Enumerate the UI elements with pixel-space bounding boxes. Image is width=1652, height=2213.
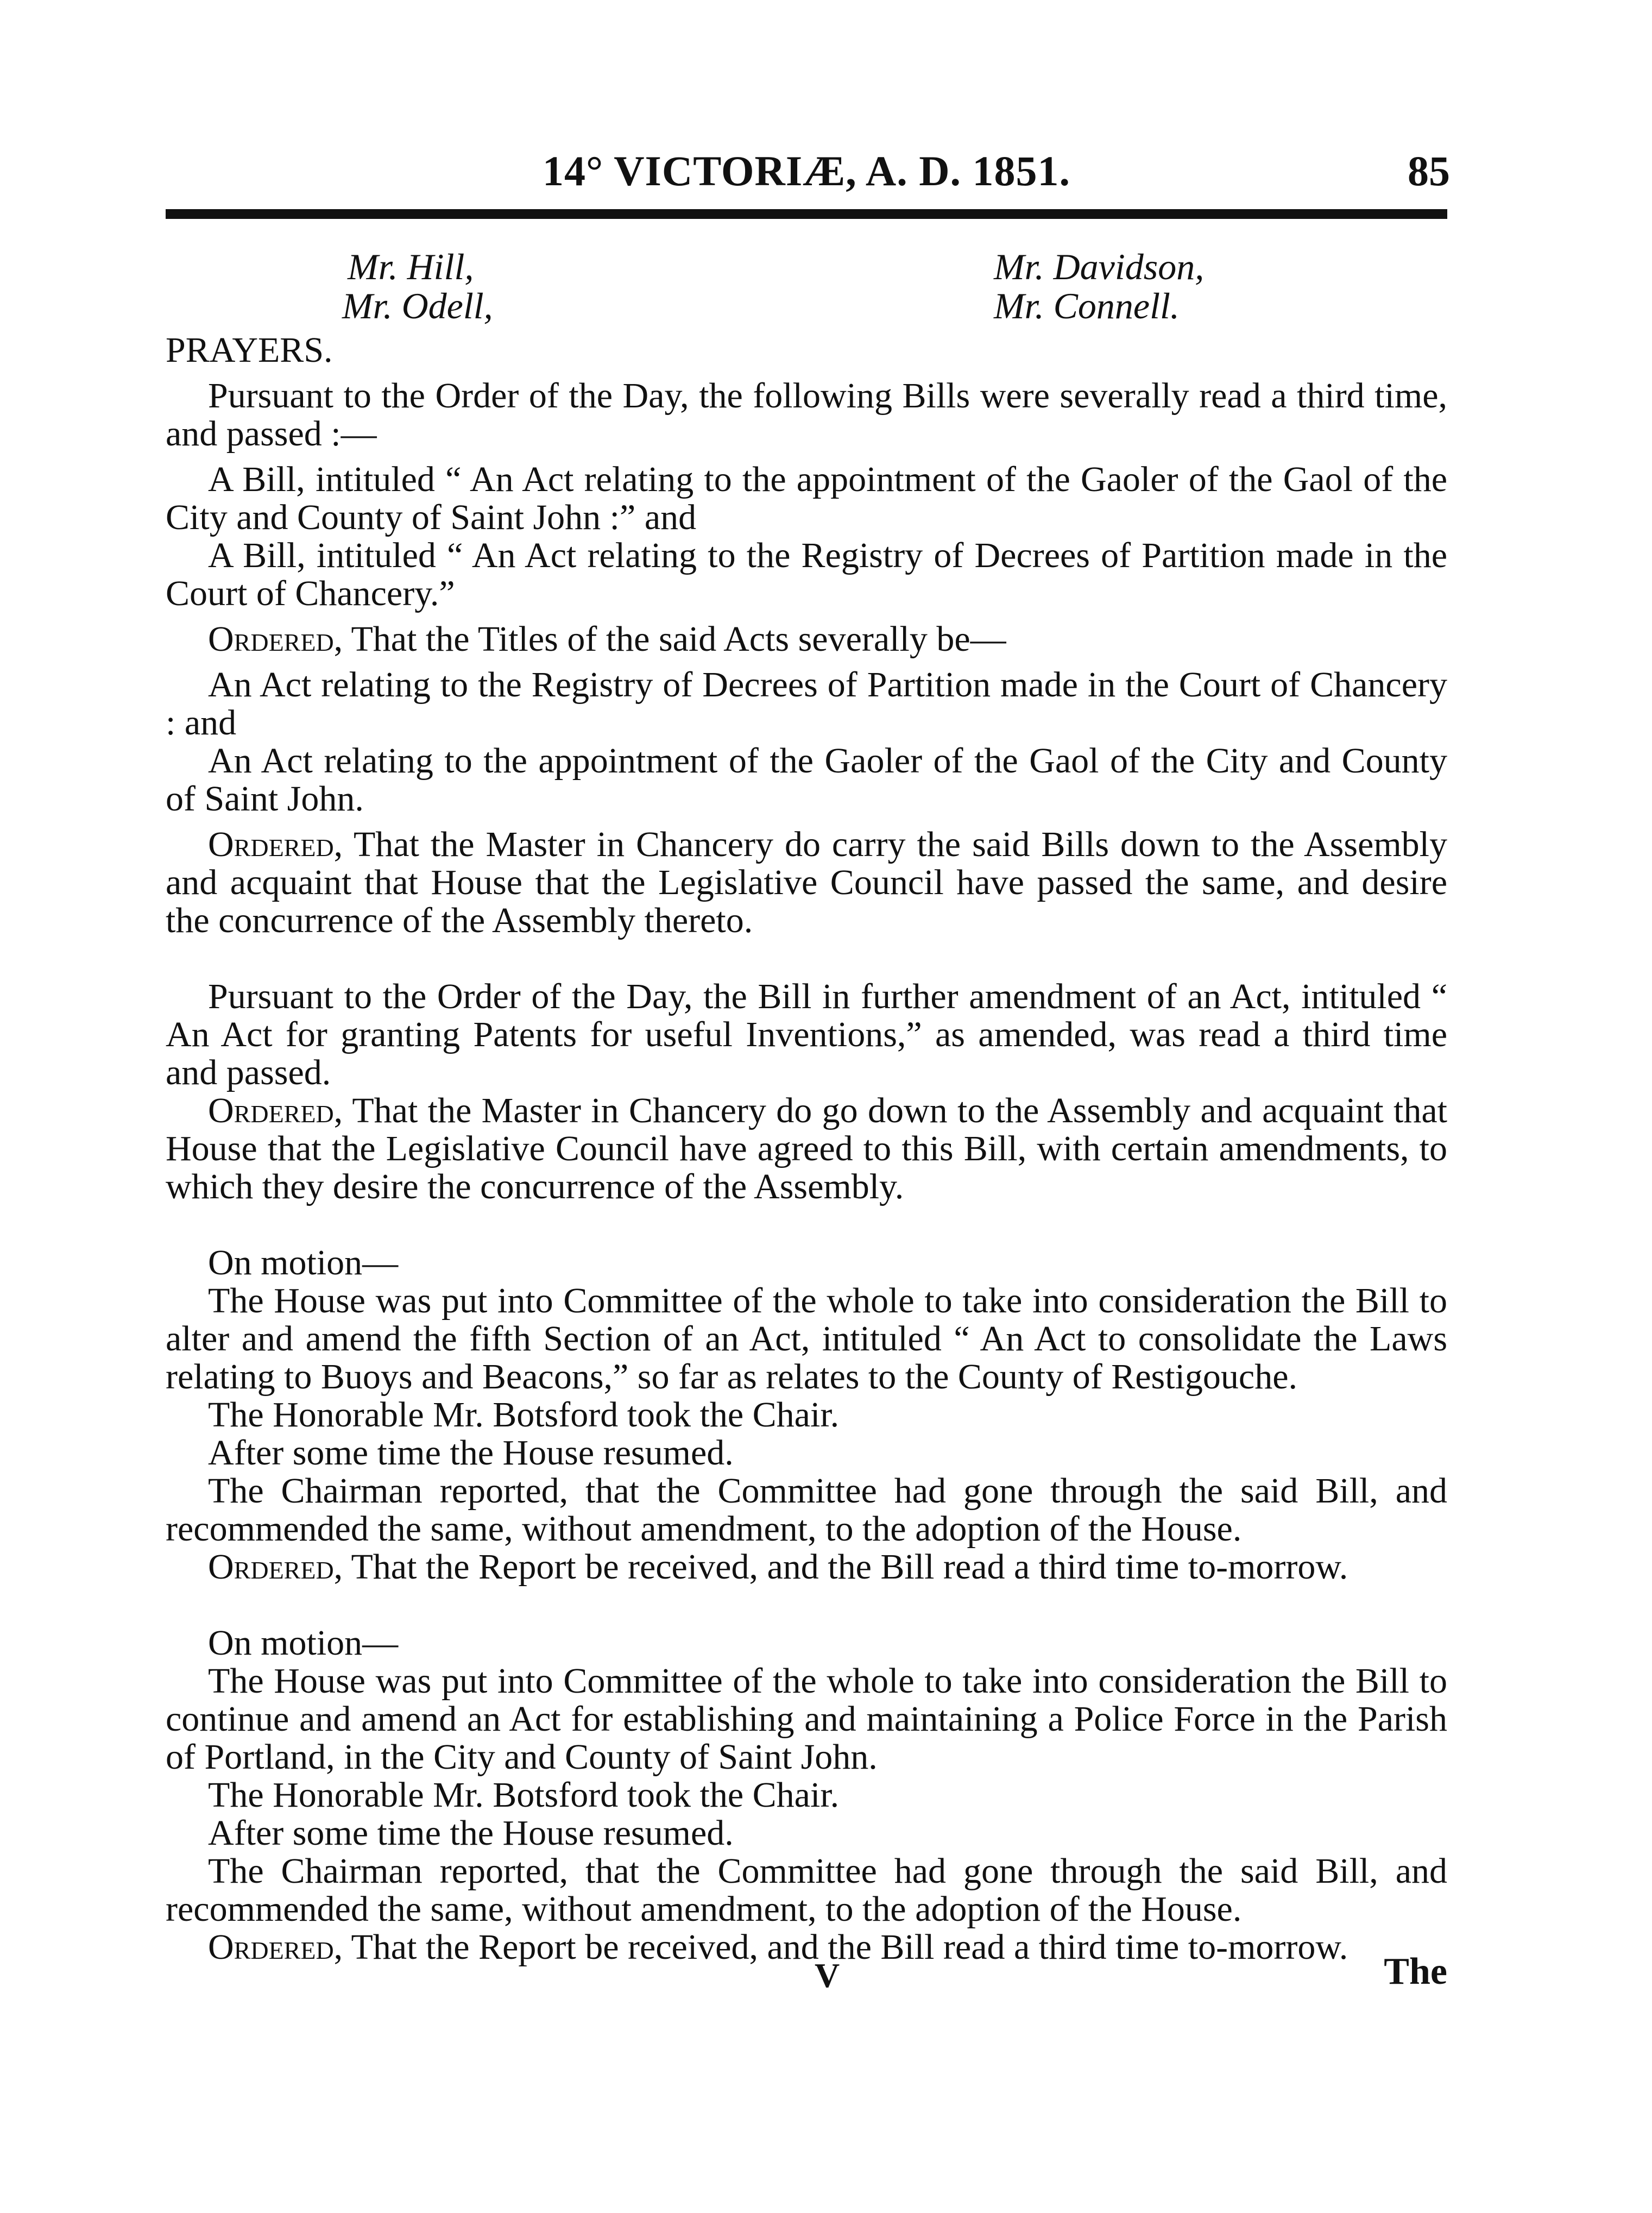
paragraph: After some time the House resumed. xyxy=(208,1813,734,1853)
signers-right xyxy=(994,247,1204,325)
paragraph: A Bill, intituled “ An Act relating to the Registry of Decrees of Partition made in the Court of Chancery.” xyxy=(166,536,1447,613)
paragraph: On motion— xyxy=(208,1623,399,1663)
signature-mark: V xyxy=(815,1956,840,1995)
ordered-lead: Ordered, xyxy=(208,1091,343,1130)
paragraph-text: That the Master in Chancery do go down to the Assembly and acquaint that House that the Legislative Council have agreed to this Bill, with certain amendments, to which they desire the concurrence of the Assembly. xyxy=(166,1091,1447,1206)
running-title: 14° VICTORIÆ, A. D. 1851. xyxy=(542,147,1071,194)
paragraph: Pursuant to the Order of the Day, the Bill in further amendment of an Act, intituled “ An Act for granting Patents for useful Inventions,” as amended, was read a third time and passed. xyxy=(166,977,1447,1092)
running-header xyxy=(163,147,1450,201)
paragraph: The Chairman reported, that the Committee had gone through the said Bill, and recommended the same, without amendment, to the adoption of the House. xyxy=(166,1851,1447,1929)
paragraph: The Honorable Mr. Botsford took the Chair. xyxy=(208,1775,840,1815)
signer-name: Mr. Odell, xyxy=(342,285,493,326)
paragraph: The Chairman reported, that the Committee had gone through the said Bill, and recommended the same, without amendment, to the adoption of the House. xyxy=(166,1471,1447,1549)
paragraph xyxy=(166,1092,1447,1206)
paragraph-text: That the Master in Chancery do carry the said Bills down to the Assembly and acquaint that House that the Legislative Council have passed the same, and desire the concurrence of the Assembly thereto. xyxy=(166,825,1447,940)
paragraph xyxy=(166,826,1447,940)
catchword: The xyxy=(1384,1951,1447,1992)
paragraph: The House was put into Committee of the whole to take into consideration the Bill to alter and amend the fifth Section of an Act, intituled “ An Act to consolidate the Laws relating to Buoys and Beacons,” so far as relates to the County of Restigouche. xyxy=(166,1281,1447,1397)
paragraph: The Honorable Mr. Botsford took the Chair. xyxy=(208,1395,840,1435)
ordered-lead: Ordered, xyxy=(208,1927,343,1967)
signer-name: Mr. Hill, xyxy=(348,246,474,287)
paragraph-text: That the Titles of the said Acts severally be— xyxy=(343,619,1006,659)
paragraph: An Act relating to the appointment of the Gaoler of the Gaol of the City and County of Saint John. xyxy=(166,741,1447,819)
paragraph: Pursuant to the Order of the Day, the following Bills were severally read a third time, and passed :— xyxy=(166,376,1447,454)
header-rule xyxy=(166,209,1447,219)
page-number: 85 xyxy=(1408,147,1450,194)
paragraph: An Act relating to the Registry of Decrees of Partition made in the Court of Chancery : and xyxy=(166,665,1447,743)
ordered-lead: Ordered, xyxy=(208,1547,343,1587)
paragraph: The House was put into Committee of the whole to take into consideration the Bill to continue and amend an Act for establishing and maintaining a Police Force in the Parish of Portland, in the City and County of Saint John. xyxy=(166,1661,1447,1777)
paragraph xyxy=(166,1928,1447,1966)
paragraph: A Bill, intituled “ An Act relating to the appointment of the Gaoler of the Gaol of the City and County of Saint John :” and xyxy=(166,460,1447,537)
paragraph: On motion— xyxy=(208,1243,399,1282)
signer-name: Mr. Davidson, xyxy=(994,246,1205,287)
ordered-lead: Ordered, xyxy=(208,619,343,659)
signers-left xyxy=(342,246,493,326)
ordered-lead: Ordered, xyxy=(208,825,343,864)
body-text xyxy=(166,331,1447,1966)
signer-name: Mr. Connell. xyxy=(994,285,1180,326)
paragraph: After some time the House resumed. xyxy=(208,1433,734,1473)
paragraph-text: That the Report be received, and the Bill read a third time to-morrow. xyxy=(343,1547,1348,1587)
paragraph xyxy=(166,1548,1447,1586)
paragraph xyxy=(166,620,1447,658)
paragraph-text: That the Report be received, and the Bill read a third time to-morrow. xyxy=(343,1927,1348,1967)
section-heading: PRAYERS. xyxy=(166,330,333,370)
